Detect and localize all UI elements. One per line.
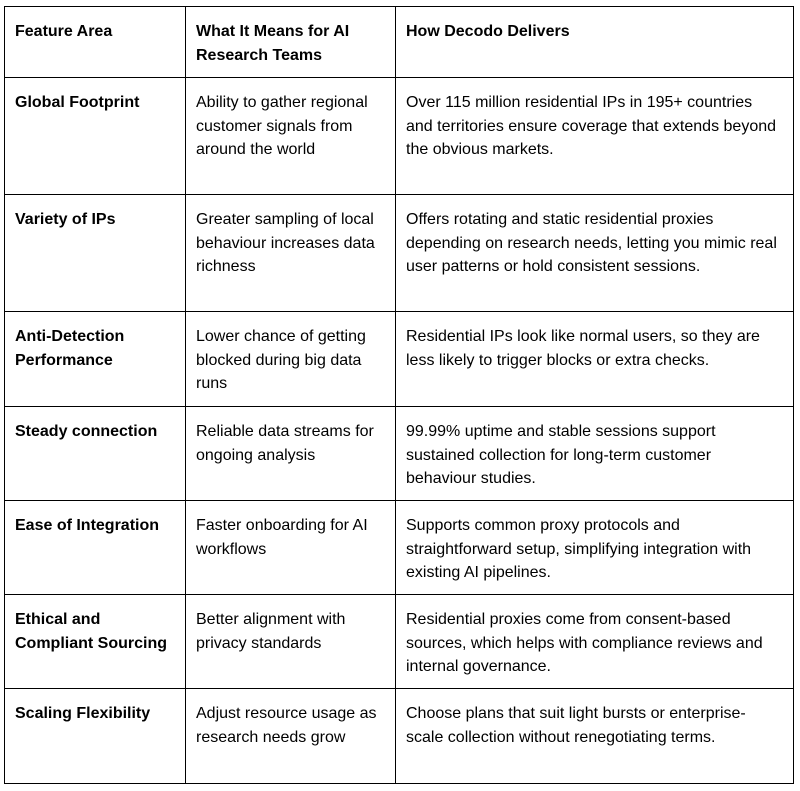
meaning-cell: Faster onboarding for AI workflows <box>186 501 396 595</box>
meaning-cell: Adjust resource usage as research needs grow <box>186 689 396 784</box>
feature-cell: Ethical and Compliant Sourcing <box>5 595 186 689</box>
delivery-cell: Over 115 million residential IPs in 195+ countries and territories ensure coverage that extends beyond the obvious markets. <box>396 78 794 195</box>
delivery-cell: 99.99% uptime and stable sessions support sustained collection for long-term customer behaviour studies. <box>396 407 794 501</box>
table-row <box>5 195 794 312</box>
table-row <box>5 501 794 595</box>
table-row <box>5 312 794 407</box>
feature-cell: Ease of Integration <box>5 501 186 595</box>
meaning-cell: Better alignment with privacy standards <box>186 595 396 689</box>
feature-cell: Steady connection <box>5 407 186 501</box>
meaning-cell: Greater sampling of local behaviour increases data richness <box>186 195 396 312</box>
table-row <box>5 689 794 784</box>
delivery-cell: Offers rotating and static residential proxies depending on research needs, letting you mimic real user patterns or hold consistent sessions. <box>396 195 794 312</box>
header-meaning: What It Means for AI Research Teams <box>186 7 396 78</box>
table-row <box>5 595 794 689</box>
header-feature-area: Feature Area <box>5 7 186 78</box>
feature-cell: Anti-Detection Performance <box>5 312 186 407</box>
delivery-cell: Residential proxies come from consent-based sources, which helps with compliance reviews and internal governance. <box>396 595 794 689</box>
table-row <box>5 78 794 195</box>
delivery-cell: Residential IPs look like normal users, so they are less likely to trigger blocks or extra checks. <box>396 312 794 407</box>
feature-comparison-table <box>4 6 794 784</box>
table-row <box>5 407 794 501</box>
meaning-cell: Ability to gather regional customer signals from around the world <box>186 78 396 195</box>
delivery-cell: Choose plans that suit light bursts or enterprise-scale collection without renegotiating terms. <box>396 689 794 784</box>
feature-cell: Variety of IPs <box>5 195 186 312</box>
table-header-row <box>5 7 794 78</box>
meaning-cell: Lower chance of getting blocked during big data runs <box>186 312 396 407</box>
delivery-cell: Supports common proxy protocols and straightforward setup, simplifying integration with existing AI pipelines. <box>396 501 794 595</box>
feature-cell: Scaling Flexibility <box>5 689 186 784</box>
feature-cell: Global Footprint <box>5 78 186 195</box>
meaning-cell: Reliable data streams for ongoing analysis <box>186 407 396 501</box>
header-delivery: How Decodo Delivers <box>396 7 794 78</box>
